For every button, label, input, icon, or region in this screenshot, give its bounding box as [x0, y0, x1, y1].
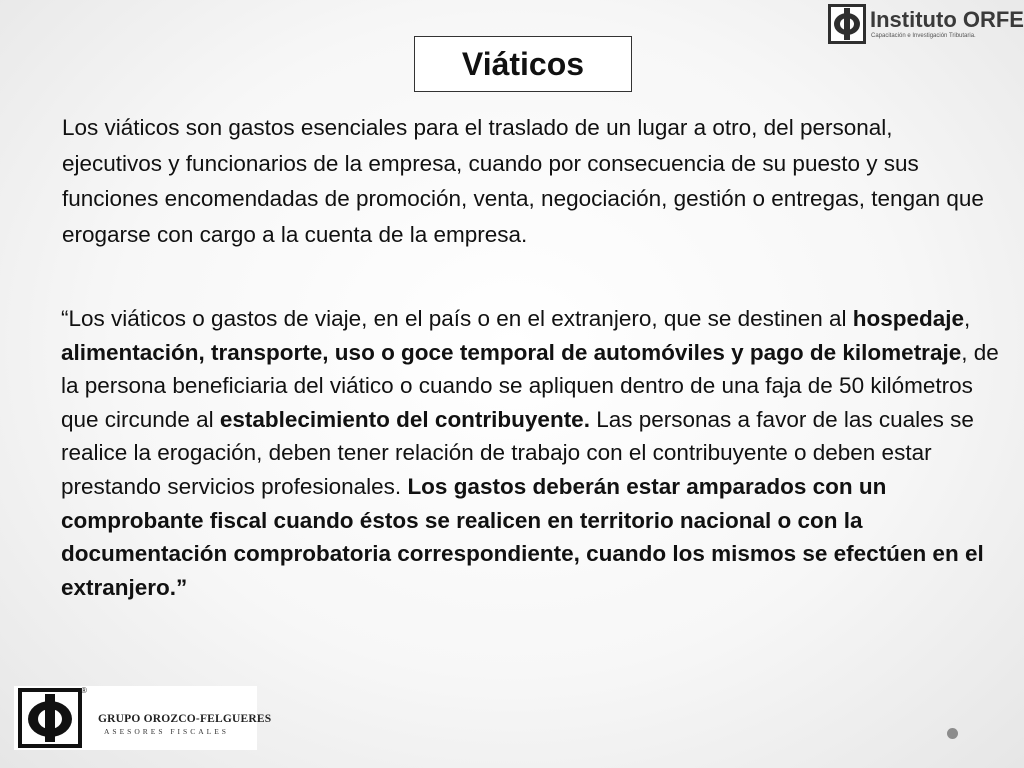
instituto-orfe-tagline: Capacitación e Investigación Tributaria. [871, 33, 976, 39]
instituto-orfe-name: Instituto ORFE [870, 7, 1024, 32]
quote-bold-4: Los gastos deberán estar amparados con un comprobante fiscal cuando éstos se realicen en territorio nacional o con la documentación comprobatoria correspondiente, cuando los mismos se efectúen en el extranjero.” [61, 473, 984, 600]
quote-text-1: “Los viáticos o gastos de viaje, en el país o en el extranjero, que se destinen al [61, 306, 853, 331]
registered-mark: ® [81, 686, 87, 695]
title-box [414, 36, 632, 92]
quote-text-4: Las personas a favor de las cuales se realice la erogación, deben tener relación de trabajo con el contribuyente o deben estar prestando servicios profesionales. [61, 406, 974, 499]
grupo-name: GRUPO OROZCO-FELGUERES [98, 713, 272, 725]
grupo-orozco-felgueres-logo [14, 686, 272, 750]
quote-text-3: , de la persona beneficiaria del viático o cuando se apliquen dentro de una faja de 50 kilómetros que circunde al [61, 339, 999, 432]
phi-emblem-icon [828, 4, 866, 44]
quote-text-2: , [964, 306, 971, 331]
slide-title: Viáticos [461, 45, 585, 82]
quote-bold-2: alimentación, transporte, uso o goce temporal de automóviles y pago de kilometraje [61, 339, 962, 365]
definition-paragraph: Los viáticos son gastos esenciales para el traslado de un lugar a otro, del personal, ejecutivos y funcionarios de la empresa, cuando por consecuencia de su puesto y sus funciones encomendadas de promoción, venta, negociación, gestión o entregas, tengan que erogarse con cargo a la cuenta de la empresa. [62, 115, 984, 247]
phi-emblem-icon [18, 688, 88, 748]
legal-quote-paragraph [61, 302, 1001, 604]
slide-indicator-dot [947, 728, 958, 739]
instituto-orfe-logo [828, 4, 1024, 46]
quote-bold-1: hospedaje [852, 306, 965, 331]
quote-bold-3: establecimiento del contribuyente. [219, 406, 590, 432]
grupo-subtitle: ASESORES FISCALES [104, 727, 229, 736]
